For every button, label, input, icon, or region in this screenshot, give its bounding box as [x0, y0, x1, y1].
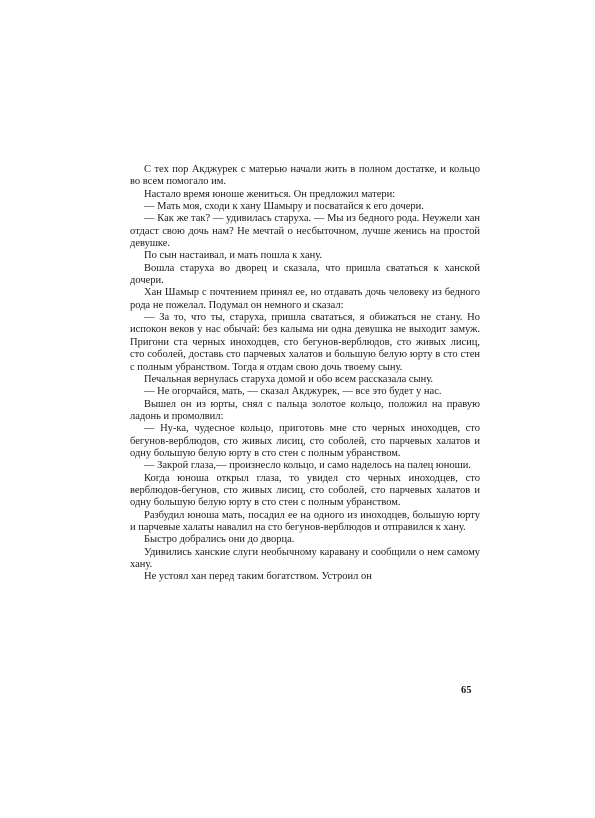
paragraph: — За то, что ты, старуха, пришла свататься, я обижаться не стану. Но испокон веков у нас обычай: без калыма ни одна девушка не выходит замуж. Пригони ста черных иноходцев, сто бегунов-верблюдов, сто живых лисиц, сто соболей, доставь сто парчевых халатов и большую белую юрту в сто стен с полным убранством. Тогда я отдам свою дочь твоему сыну.: [130, 312, 480, 373]
paragraph: Вышел он из юрты, снял с пальца золотое кольцо, положил на правую ладонь и промолвил:: [130, 398, 480, 422]
paragraph: — Не огорчайся, мать, — сказал Акджурек, — все это будет у нас.: [144, 386, 442, 398]
paragraph: С тех пор Акджурек с матерью начали жить в полном достатке, и кольцо во всем помогало им.: [130, 164, 480, 188]
paragraph: Печальная вернулась старуха домой и обо всем рассказала сыну.: [144, 373, 434, 385]
paragraph: — Мать моя, сходи к хану Шамыру и посватайся к его дочери.: [144, 201, 424, 213]
paragraph: — Как же так? — удивилась старуха. — Мы из бедного рода. Неужели хан отдаст свою дочь нам? Не мечтай о несбыточном, лучше женись на простой девушке.: [130, 213, 480, 250]
paragraph: Когда юноша открыл глаза, то увидел сто черных иноходцев, сто верблюдов-бегунов, сто живых лисиц, сто соболей, сто парчевых халатов и одну большую белую юрту в сто стен с полным убранством.: [130, 472, 480, 509]
paragraph: Не устоял хан перед таким богатством. Устроил он: [144, 571, 372, 583]
paragraph: Разбудил юноша мать, посадил ее на одного из иноходцев, большую юрту и парчевые халаты навалил на сто бегунов-верблюдов и отправился к хану.: [130, 509, 480, 533]
paragraph: — Закрой глаза,— произнесло кольцо, и само наделось на палец юноши.: [144, 460, 471, 472]
paragraph: Вошла старуха во дворец и сказала, что пришла свататься к ханской дочери.: [130, 262, 480, 287]
paragraph: Хан Шамыр с почтением принял ее, но отдавать дочь человеку из бедного рода не пожелал. Подумал он немного и сказал:: [130, 287, 480, 311]
paragraph: Удивились ханские слуги необычному каравану и сообщили о нем самому хану.: [130, 546, 480, 570]
paragraph: — Ну-ка, чудесное кольцо, приготовь мне сто черных иноходцев, сто бегунов-верблюдов, сто живых лисиц, сто соболей, сто парчевых халатов и одну большую белую юрту в сто стен с полным убранством.: [130, 423, 480, 459]
paragraph: Быстро добрались они до дворца.: [144, 534, 295, 546]
paragraph: По сын настаивал, и мать пошла к хану.: [144, 250, 323, 262]
page-number: 65: [461, 685, 472, 696]
paragraph: Настало время юноше жениться. Он предложил матери:: [144, 188, 396, 200]
page-text: [130, 164, 480, 584]
